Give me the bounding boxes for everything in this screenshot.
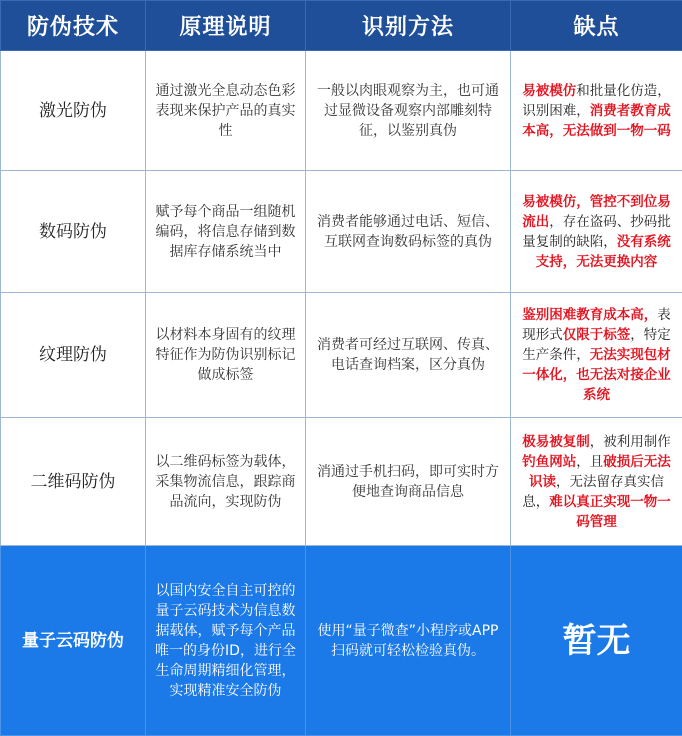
tech-name: 纹理防伪 (1, 293, 146, 418)
cons-segment: 易被模仿 (522, 83, 576, 99)
cons-segment: ，存在盗码、抄码批量复制的缺陷， (522, 214, 671, 250)
cons-text (511, 293, 682, 418)
tech-name: 二维码防伪 (1, 418, 146, 546)
header-row (1, 1, 682, 51)
cons-segment: ，且 (576, 454, 603, 470)
table-row (1, 418, 682, 546)
header-principle: 原理说明 (146, 1, 306, 51)
cons-segment: ，特定生产条件， (522, 327, 671, 363)
cons-segment: 极易被复制 (522, 434, 590, 450)
table-row (1, 293, 682, 418)
cons-segment: 无法实现包材一体化，也无法对接企业系统 (522, 347, 671, 403)
principle-text: 赋予每个商品一组随机编码，将信息存储到数据库存储系统当中 (146, 171, 306, 293)
method-text: 一般以肉眼观察为主，也可通过显微设备观察内部雕刻特征，以鉴别真伪 (306, 51, 511, 171)
cons-segment: ，被利用制作 (590, 434, 671, 450)
cons-text (511, 171, 682, 293)
table-row-highlight (1, 546, 682, 736)
table-row (1, 51, 682, 171)
method-text: 消费者能够通过电话、短信、互联网查询数码标签的真伪 (306, 171, 511, 293)
tech-name: 数码防伪 (1, 171, 146, 293)
cons-text (511, 546, 682, 736)
method-text: 消通过手机扫码，即可实时方便地查询商品信息 (306, 418, 511, 546)
principle-text: 通过激光全息动态色彩表现来保护产品的真实性 (146, 51, 306, 171)
cons-text (511, 418, 682, 546)
cons-segment: 表现形式 (522, 307, 671, 343)
header-method: 识别方法 (306, 1, 511, 51)
cons-segment: 鉴别困难教育成本高， (522, 307, 657, 323)
header-tech: 防伪技术 (1, 1, 146, 51)
cons-segment: 没有系统支持，无法更换内容 (536, 234, 671, 270)
cons-segment: 难以真正实现一物一码管理 (549, 494, 671, 530)
method-text: 消费者可经过互联网、传真、电话查询档案，区分真伪 (306, 293, 511, 418)
cons-segment: 仅限于标签 (563, 327, 631, 343)
tech-name: 激光防伪 (1, 51, 146, 171)
cons-segment: 暂无 (563, 621, 631, 661)
cons-segment: ，无法留存真实信息， (522, 474, 664, 510)
cons-segment: 易被模仿，管控不到位易流出 (522, 194, 671, 230)
cons-text (511, 51, 682, 171)
tech-name: 量子云码防伪 (1, 546, 146, 736)
cons-segment: 和批量化仿造，识别困难， (522, 83, 671, 119)
cons-segment: 消费者教育成本高，无法做到一物一码 (522, 103, 671, 139)
method-text: 使用“量子微查”小程序或APP扫码就可轻松检验真伪。 (306, 546, 511, 736)
cons-segment: 钓鱼网站 (522, 454, 576, 470)
table-row (1, 171, 682, 293)
principle-text: 以国内安全自主可控的量子云码技术为信息数据载体，赋予每个产品唯一的身份ID，进行全生命周期精细化管理，实现精准安全防伪 (146, 546, 306, 736)
header-cons: 缺点 (511, 1, 682, 51)
principle-text: 以材料本身固有的纹理特征作为防伪识别标记做成标签 (146, 293, 306, 418)
cons-segment: 破损后无法识读 (529, 454, 671, 490)
principle-text: 以二维码标签为载体，采集物流信息，跟踪商品流向，实现防伪 (146, 418, 306, 546)
